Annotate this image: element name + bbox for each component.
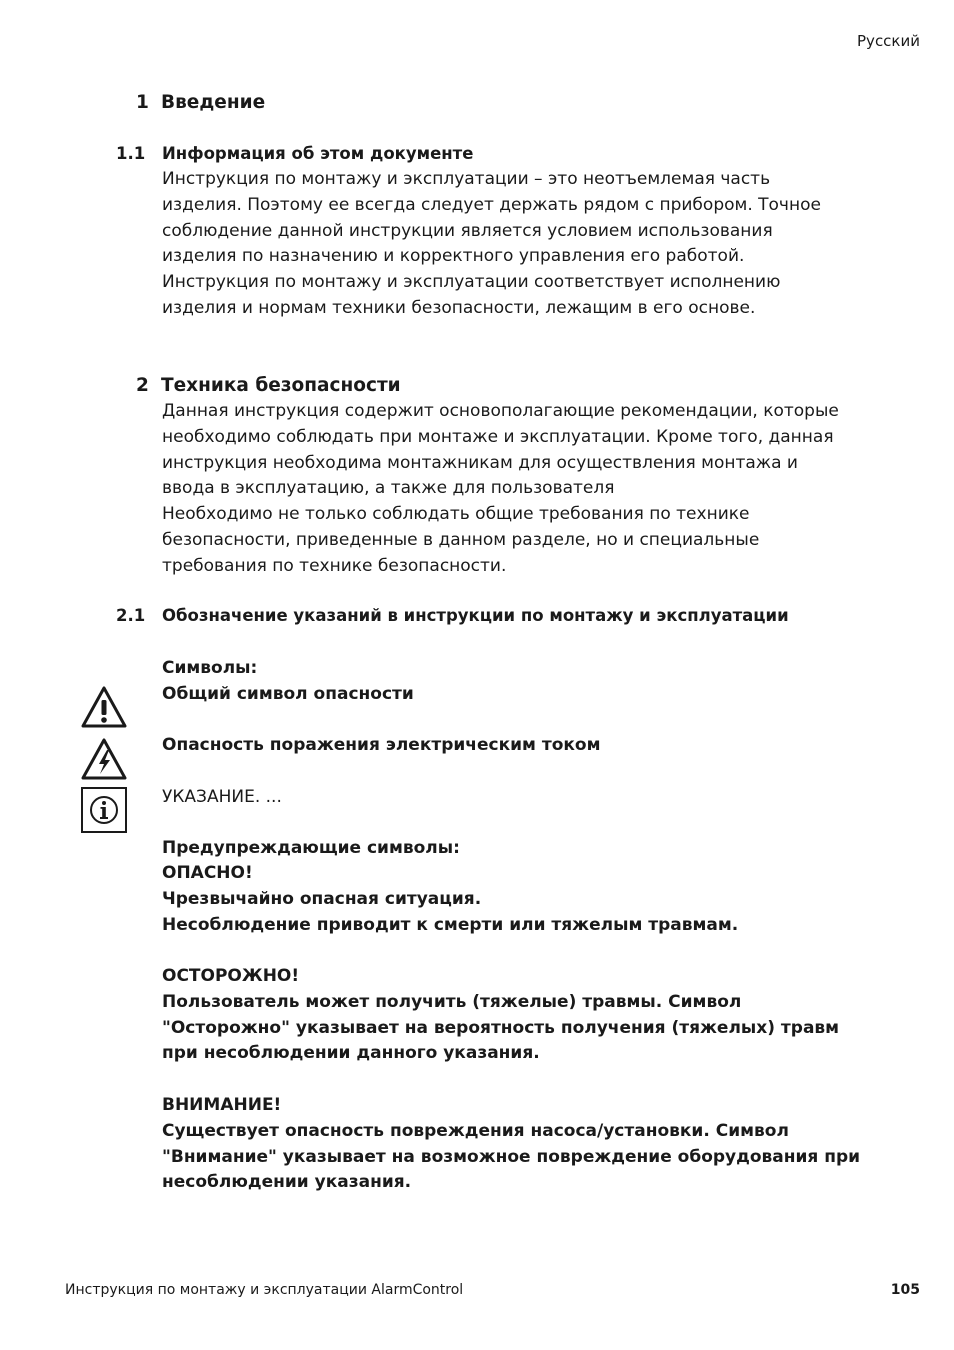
attention-line: несоблюдении указания. <box>162 1172 412 1193</box>
caution-block <box>162 964 839 1067</box>
section-1-1-title: Информация об этом документе <box>162 144 474 163</box>
body-line: изделия по назначению и корректного управления его работой. <box>162 246 745 267</box>
section-1-number: 1 <box>136 92 149 113</box>
language-label: Русский <box>857 32 920 50</box>
body-line: Инструкция по монтажу и эксплуатации – это неотъемлемая часть <box>162 169 771 189</box>
caution-line: при несоблюдении данного указания. <box>162 1043 540 1064</box>
attention-line: Существует опасность повреждения насоса/установки. Символ <box>162 1120 789 1141</box>
danger-line: Чрезвычайно опасная ситуация. <box>162 888 482 909</box>
caution-line: Пользователь может получить (тяжелые) травмы. Символ <box>162 991 742 1012</box>
caution-line: "Осторожно" указывает на вероятность получения (тяжелых) травм <box>162 1017 840 1038</box>
warnings-heading: Предупреждающие символы: <box>162 838 460 858</box>
body-line: Инструкция по монтажу и эксплуатации соответствует исполнению <box>162 272 781 293</box>
body-line: ввода в эксплуатацию, а также для пользователя <box>162 478 615 499</box>
section-2-1-title: Обозначение указаний в инструкции по монтажу и эксплуатации <box>162 606 789 625</box>
section-1-1-number: 1.1 <box>116 144 146 163</box>
attention-title: ВНИМАНИЕ! <box>162 1095 282 1115</box>
danger-block <box>162 861 738 938</box>
body-line: соблюдение данной инструкции является условием использования <box>162 220 773 241</box>
danger-line: Несоблюдение приводит к смерти или тяжелым травмам. <box>162 914 739 935</box>
footer-title: Инструкция по монтажу и эксплуатации AlarmControl <box>65 1282 464 1298</box>
section-2-1-number: 2.1 <box>116 606 146 625</box>
body-line: Данная инструкция содержит основополагающие рекомендации, которые <box>162 401 839 421</box>
body-line: требования по технике безопасности. <box>162 555 507 576</box>
section-2-body <box>162 399 839 580</box>
attention-block <box>162 1093 860 1196</box>
body-line: изделия. Поэтому ее всегда следует держать рядом с прибором. Точное <box>162 194 821 215</box>
section-2-title: Техника безопасности <box>161 375 401 396</box>
info-icon <box>80 787 128 833</box>
body-line: инструкция необходима монтажникам для осуществления монтажа и <box>162 452 798 473</box>
section-1-title: Введение <box>161 92 266 113</box>
high-voltage-icon <box>80 737 128 781</box>
body-line: изделия и нормам техники безопасности, лежащим в его основе. <box>162 297 756 318</box>
section-1-1-body <box>162 167 821 322</box>
body-line: Необходимо не только соблюдать общие требования по технике <box>162 504 750 525</box>
note-label: УКАЗАНИЕ. ... <box>162 787 282 807</box>
section-2-number: 2 <box>136 375 149 396</box>
warning-triangle-icon <box>80 685 128 729</box>
caution-title: ОСТОРОЖНО! <box>162 966 300 986</box>
danger-title: ОПАСНО! <box>162 863 253 883</box>
symbols-heading: Символы: <box>162 658 258 678</box>
body-line: необходимо соблюдать при монтаже и эксплуатации. Кроме того, данная <box>162 426 834 447</box>
general-danger-label: Общий символ опасности <box>162 684 414 704</box>
electric-danger-label: Опасность поражения электрическим током <box>162 735 601 755</box>
page-number: 105 <box>890 1282 920 1298</box>
attention-line: "Внимание" указывает на возможное повреждение оборудования при <box>162 1146 861 1167</box>
body-line: безопасности, приведенные в данном разделе, но и специальные <box>162 529 760 550</box>
